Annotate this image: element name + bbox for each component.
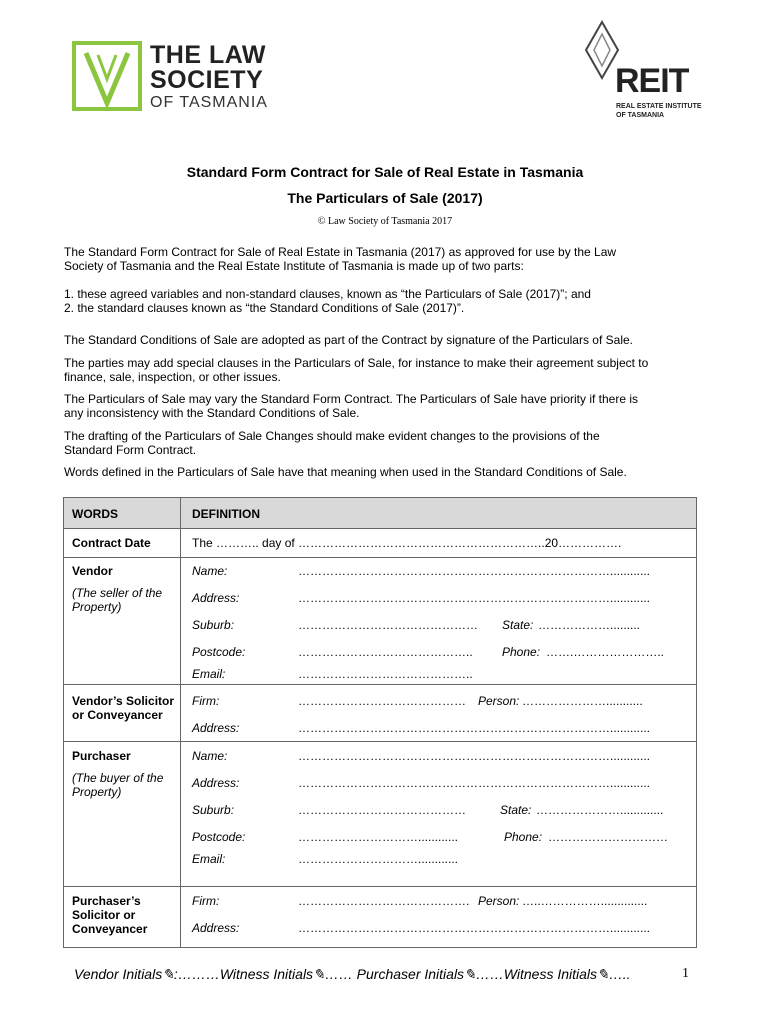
vendor-note: (The seller of the Property)	[72, 586, 163, 614]
law-logo-line2: SOCIETY	[150, 66, 264, 94]
standard-conditions-paragraph: The Standard Conditions of Sale are adopted as part of the Contract by signature of the Particulars of Sale.	[64, 333, 634, 347]
purchaser-email-label: Email:	[192, 852, 226, 866]
table-header	[64, 498, 696, 529]
purchaser-state-label: State:	[500, 803, 532, 817]
purchaser-address-label: Address:	[192, 776, 240, 790]
vendor-solicitor-firm-label: Firm:	[192, 694, 220, 708]
purchaser-solicitor-person-field[interactable]: …..……………..............	[522, 894, 648, 908]
priority-paragraph: The Particulars of Sale may vary the Standard Form Contract. The Particulars of Sale have priority if there is any inconsistency with the Standard Conditions of Sale.	[64, 392, 639, 420]
vendor-suburb-label: Suburb:	[192, 618, 235, 632]
intro-paragraph: The Standard Form Contract for Sale of Real Estate in Tasmania (2017) as approved for use by the Law Society of Tasmania and the Real Estate Institute of Tasmania is made up of two parts:	[64, 245, 617, 273]
law-logo-line3: OF TASMANIA	[150, 94, 268, 111]
purchaser-postcode-label: Postcode:	[192, 830, 246, 844]
vendor-solicitor-label: Vendor’s Solicitor or Conveyancer	[72, 694, 175, 722]
purchaser-phone-label: Phone:	[504, 830, 543, 844]
reit-logo	[582, 20, 702, 120]
purchaser-postcode-field[interactable]: …………………………............	[298, 830, 459, 844]
vendor-name-field[interactable]: ……………………………………………………………………............	[298, 564, 651, 578]
law-society-shield-icon	[72, 41, 142, 111]
page-number: 1	[682, 966, 689, 981]
purchaser-suburb-label: Suburb:	[192, 803, 235, 817]
purchaser-address-field[interactable]: ……………………………………………………………………............	[298, 776, 651, 790]
vendor-state-field[interactable]: ……………….........	[538, 618, 641, 632]
purchaser-solicitor-label: Purchaser’s Solicitor or Conveyancer	[72, 894, 148, 936]
vendor-phone-label: Phone:	[502, 645, 541, 659]
parts-list: 1. these agreed variables and non-standard clauses, known as “the Particulars of Sale (2017)”; and 2. the standard clauses known as “the Standard Conditions of Sale (2017)”.	[64, 287, 591, 315]
purchaser-solicitor-firm-field[interactable]: …………………………………….	[298, 894, 470, 908]
vendor-solicitor-firm-field[interactable]: ……………………………………	[298, 694, 466, 708]
initials-footer: Vendor Initials✎:………Witness Initials✎…… Purchaser Initials✎……Witness Initials✎…..	[74, 966, 631, 982]
vendor-state-label: State:	[502, 618, 534, 632]
special-clauses-paragraph: The parties may add special clauses in the Particulars of Sale, for instance to make their agreement subject to finance, sale, inspection, or other issues.	[64, 356, 649, 384]
vendor-solicitor-person-label: Person:	[478, 694, 520, 708]
contract-date-field[interactable]: The ……….. day of ……………………………………………………..20…………….	[192, 536, 622, 550]
law-society-logo	[72, 41, 292, 111]
purchaser-label: Purchaser	[72, 749, 131, 763]
purchaser-suburb-field[interactable]: ……………………………………	[298, 803, 466, 817]
vendor-suburb-field[interactable]: ………………………………………	[298, 618, 478, 632]
contract-date-label: Contract Date	[72, 536, 151, 550]
purchaser-note: (The buyer of the Property)	[72, 771, 164, 799]
vendor-address-label: Address:	[192, 591, 240, 605]
vendor-label: Vendor	[72, 564, 113, 578]
purchaser-name-label: Name:	[192, 749, 228, 763]
vendor-email-label: Email:	[192, 667, 226, 681]
vendor-name-label: Name:	[192, 564, 228, 578]
purchaser-email-field[interactable]: …………………………............	[298, 852, 459, 866]
vendor-solicitor-address-field[interactable]: ……………………………………………………………………............	[298, 721, 651, 735]
vendor-address-field[interactable]: ……………………………………………………………………............	[298, 591, 651, 605]
purchaser-name-field[interactable]: ……………………………………………………………………............	[298, 749, 651, 763]
col-definition: DEFINITION	[192, 507, 260, 521]
vendor-solicitor-address-label: Address:	[192, 721, 240, 735]
reit-word: REIT	[615, 62, 689, 100]
definitions-paragraph: Words defined in the Particulars of Sale have that meaning when used in the Standard Conditions of Sale.	[64, 465, 627, 479]
vendor-postcode-label: Postcode:	[192, 645, 246, 659]
reit-subtitle: REAL ESTATE INSTITUTE OF TASMANIA	[616, 103, 702, 119]
vendor-postcode-field[interactable]: ……………………………………..	[298, 645, 473, 659]
vendor-phone-field[interactable]: …….…………………..	[546, 645, 665, 659]
purchaser-solicitor-address-label: Address:	[192, 921, 240, 935]
drafting-paragraph: The drafting of the Particulars of Sale Changes should make evident changes to the provisions of the Standard Form Contract.	[64, 429, 600, 457]
document-subtitle: The Particulars of Sale (2017)	[287, 190, 483, 206]
copyright-line: © Law Society of Tasmania 2017	[317, 216, 453, 227]
vendor-email-field[interactable]: ……………………………………..	[298, 667, 473, 681]
vendor-solicitor-person-field[interactable]: …………………...........	[522, 694, 643, 708]
purchaser-solicitor-address-field[interactable]: ……………………………………………………………………............	[298, 921, 651, 935]
particulars-table	[63, 497, 697, 948]
purchaser-state-field[interactable]: ………………….............	[536, 803, 664, 817]
document-title: Standard Form Contract for Sale of Real Estate in Tasmania	[186, 164, 584, 180]
purchaser-solicitor-person-label: Person:	[478, 894, 520, 908]
col-words: WORDS	[72, 507, 118, 521]
purchaser-phone-field[interactable]: …………………………	[548, 830, 668, 844]
purchaser-solicitor-firm-label: Firm:	[192, 894, 220, 908]
law-logo-line1: THE LAW	[150, 41, 266, 69]
